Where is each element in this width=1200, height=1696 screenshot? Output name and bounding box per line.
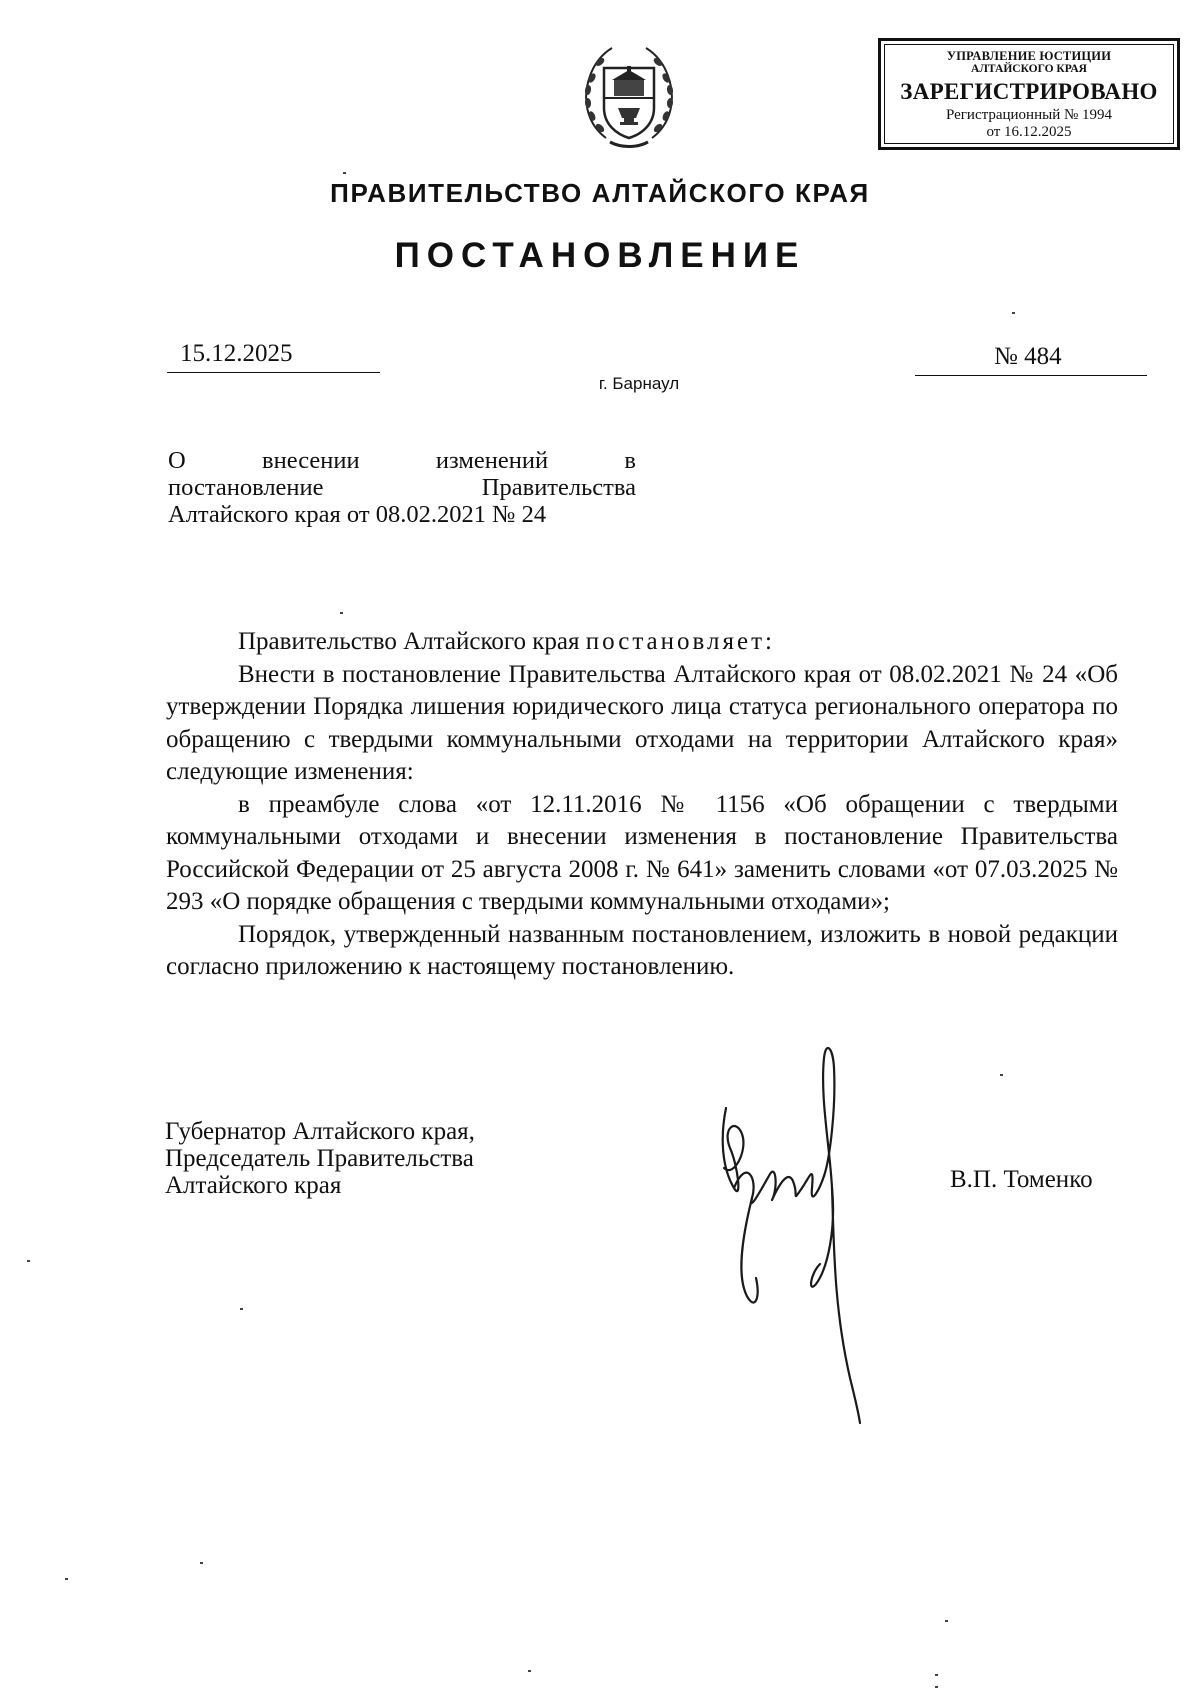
scan-speck: [528, 1670, 531, 1672]
stamp-line-2: АЛТАЙСКОГО КРАЯ: [971, 63, 1087, 75]
city: г. Барнаул: [598, 374, 680, 393]
scan-speck: [27, 1260, 30, 1262]
scan-speck: [340, 612, 343, 614]
document-date: 15.12.2025: [180, 340, 293, 367]
stamp-reg-number: Регистрационный № 1994: [945, 107, 1113, 123]
signatory-title-line-3: Алтайского края: [165, 1172, 342, 1199]
signature-icon: [712, 1038, 912, 1428]
document-number: № 484: [994, 343, 1062, 370]
document-subject: [168, 447, 636, 528]
stamp-reg-date: от 16.12.2025: [986, 124, 1072, 140]
subject-line-2: постановление Правительства: [168, 474, 636, 501]
body-intro: [166, 626, 1118, 659]
body-paragraph-3: Порядок, утвержденный названным постановлением, изложить в новой редакции согласно приложению к настоящему постановлению.: [166, 920, 1118, 980]
document-body: [166, 626, 1118, 984]
scan-speck: [945, 1620, 948, 1622]
stamp-inner-border: [884, 44, 1174, 144]
subject-line-1: О внесении изменений в: [168, 447, 636, 474]
intro-spaced: постановляет:: [585, 628, 775, 655]
document-type: ПОСТАНОВЛЕНИЕ: [394, 236, 806, 275]
scan-speck: [1012, 312, 1015, 314]
body-paragraph-1: Внести в постановление Правительства Алтайского края от 08.02.2021 № 24 «Об утверждении Порядка лишения юридического лица статуса регионального оператора по обращению с твердыми коммунальными отходами на территории Алтайского края» следующие изменения:: [166, 660, 1118, 785]
scan-speck: [240, 1308, 243, 1310]
signatory-name: В.П. Томенко: [950, 1166, 1093, 1193]
subject-line-3: Алтайского края от 08.02.2021 № 24: [168, 501, 547, 528]
scan-speck: [935, 1674, 938, 1676]
signatory-title: [165, 1118, 475, 1199]
date-underline: [167, 372, 380, 373]
coat-of-arms-emblem: [576, 38, 682, 156]
registration-stamp: [878, 38, 1180, 150]
body-paragraph-2: в преамбуле слова «от 12.11.2016 № 1156 «Об обращении с твердыми коммунальными отходами и внесении изменения в постановление Правительства Российской Федерации от 25 августа 2008 г. № 641» заменить словами «от 07.03.2025 № 293 «О порядке обращения с твердыми коммунальными отходами»;: [166, 790, 1118, 915]
stamp-line-1: УПРАВЛЕНИЕ ЮСТИЦИИ: [946, 49, 1112, 63]
intro-main: Правительство Алтайского края: [238, 628, 586, 655]
scan-speck: [343, 172, 346, 174]
emblem-icon: [576, 38, 682, 156]
scan-speck: [200, 1562, 203, 1564]
stamp-status: ЗАРЕГИСТРИРОВАНО: [900, 79, 1158, 104]
scan-speck: [1000, 1074, 1003, 1076]
scan-speck: [935, 1686, 938, 1688]
government-title: ПРАВИТЕЛЬСТВО АЛТАЙСКОГО КРАЯ: [330, 178, 870, 208]
signatory-title-line-2: Председатель Правительства: [165, 1145, 474, 1172]
signatory-title-line-1: Губернатор Алтайского края,: [165, 1118, 475, 1145]
handwritten-signature: [712, 1038, 912, 1428]
scan-speck: [65, 1578, 68, 1580]
